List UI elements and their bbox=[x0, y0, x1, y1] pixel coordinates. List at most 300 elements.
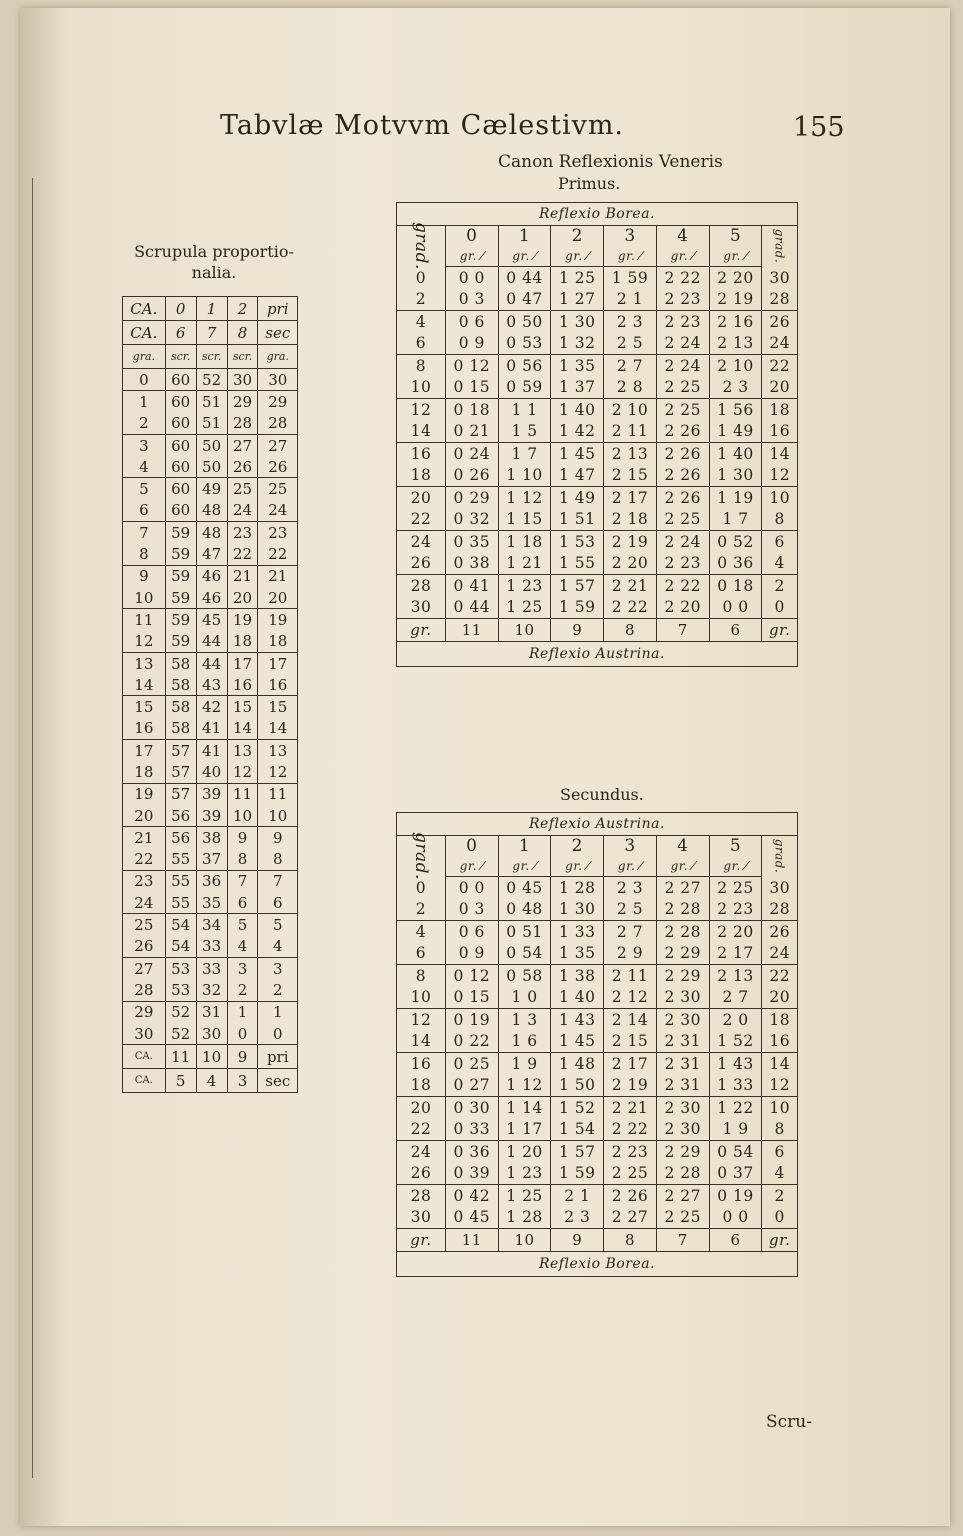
reflexio-value: 2 20 bbox=[656, 597, 709, 619]
scrupula-value: 36 bbox=[196, 870, 227, 892]
table-row bbox=[397, 899, 798, 921]
reflexio-value: 1 25 bbox=[498, 597, 551, 619]
scrupula-value: 25 bbox=[227, 478, 258, 500]
degree-right: 10 bbox=[762, 1097, 798, 1119]
sub-head: gr. ⁄ bbox=[498, 856, 551, 877]
degree-right: 8 bbox=[762, 509, 798, 531]
sub-head: gr. ⁄ bbox=[604, 856, 657, 877]
sub-head: gr. ⁄ bbox=[551, 246, 604, 267]
scrupula-degree: 11 bbox=[123, 609, 166, 631]
scrupula-value: 53 bbox=[165, 958, 196, 980]
reflexio-value: 2 27 bbox=[604, 1207, 657, 1229]
reflexio-value: 2 25 bbox=[656, 399, 709, 421]
reflexio-value: 2 11 bbox=[604, 965, 657, 987]
scrupula-value: 57 bbox=[165, 783, 196, 805]
reflexio-value: 2 3 bbox=[604, 311, 657, 333]
column-head: 2 bbox=[551, 836, 604, 857]
reflexio-value: 0 42 bbox=[445, 1185, 498, 1207]
reflexio-value: 1 59 bbox=[551, 597, 604, 619]
table-row bbox=[397, 509, 798, 531]
degree-left: 2 bbox=[415, 900, 427, 919]
reflexio-value: 2 23 bbox=[656, 289, 709, 311]
scrupula-value: 52 bbox=[196, 369, 227, 391]
reflexio-value: 1 30 bbox=[709, 465, 762, 487]
reflexio-value: 1 20 bbox=[498, 1141, 551, 1163]
reflexio-value: 1 1 bbox=[498, 399, 551, 421]
scrupula-header-cell: 1 bbox=[196, 297, 227, 321]
scrupula-value: 27 bbox=[227, 434, 258, 456]
sub-head: gr. ⁄ bbox=[498, 246, 551, 267]
reflexio-value: 2 13 bbox=[604, 443, 657, 465]
reflexio-table-primus bbox=[396, 202, 798, 667]
reflexio-value: 0 19 bbox=[709, 1185, 762, 1207]
degree-left: 10 bbox=[410, 378, 432, 397]
reflexio-value: 0 12 bbox=[445, 965, 498, 987]
reflexio-value: 1 28 bbox=[551, 877, 604, 899]
sub-head: gr. ⁄ bbox=[709, 856, 762, 877]
top-caption: Reflexio Austrina. bbox=[397, 813, 798, 836]
catchword: Scru- bbox=[766, 1412, 812, 1432]
scrupula-row bbox=[123, 761, 298, 783]
degree-right: 24 bbox=[762, 943, 798, 965]
column-head: 5 bbox=[709, 836, 762, 857]
reflexio-value: 0 29 bbox=[445, 487, 498, 509]
scrupula-footer-cell: 5 bbox=[165, 1069, 196, 1093]
degree-left: 4 bbox=[397, 311, 446, 333]
reflexio-value: 2 3 bbox=[551, 1207, 604, 1229]
degree-left: 28 bbox=[397, 575, 446, 597]
reflexio-value: 2 14 bbox=[604, 1009, 657, 1031]
scrupula-row bbox=[123, 456, 298, 478]
table-row bbox=[397, 333, 798, 355]
degree-left: 20 bbox=[397, 1097, 446, 1119]
degree-right: 8 bbox=[762, 1119, 798, 1141]
reflexio-value: 2 25 bbox=[656, 1207, 709, 1229]
scrupula-value: 60 bbox=[165, 456, 196, 478]
scrupula-value: 47 bbox=[196, 543, 227, 565]
scrupula-value: 59 bbox=[165, 522, 196, 544]
scrupula-footer-row bbox=[123, 1069, 298, 1093]
scrupula-row bbox=[123, 391, 298, 413]
reflexio-value: 2 24 bbox=[656, 531, 709, 553]
grad-label-right bbox=[762, 226, 798, 267]
reflexio-value: 1 33 bbox=[551, 921, 604, 943]
scrupula-value: 22 bbox=[227, 543, 258, 565]
reflexio-value: 0 0 bbox=[445, 877, 498, 899]
grad-label-text: grad. bbox=[772, 228, 787, 264]
table-row bbox=[397, 921, 798, 943]
scrupula-degree: 26 bbox=[123, 936, 166, 958]
reflexio-value: 2 29 bbox=[656, 1141, 709, 1163]
reflexio-value: 0 32 bbox=[445, 509, 498, 531]
scrupula-value: 20 bbox=[258, 587, 298, 609]
scrupula-row bbox=[123, 805, 298, 827]
reflexio-value: 1 49 bbox=[551, 487, 604, 509]
scrupula-degree: 25 bbox=[123, 914, 166, 936]
scrupula-row bbox=[123, 543, 298, 565]
scrupula-value: 10 bbox=[258, 805, 298, 827]
table-label-primus: Primus. bbox=[558, 174, 621, 193]
degree-right: 18 bbox=[762, 399, 798, 421]
reflexio-value: 2 17 bbox=[604, 1053, 657, 1075]
scrupula-row bbox=[123, 587, 298, 609]
table-row bbox=[397, 399, 798, 421]
table-row bbox=[397, 1097, 798, 1119]
grad-label-right bbox=[762, 836, 798, 877]
scrupula-value: 54 bbox=[165, 914, 196, 936]
reflexio-value: 2 30 bbox=[656, 1009, 709, 1031]
scrupula-value: 49 bbox=[196, 478, 227, 500]
reflexio-value: 1 7 bbox=[498, 443, 551, 465]
reflexio-value: 1 17 bbox=[498, 1119, 551, 1141]
scrupula-degree: 16 bbox=[123, 718, 166, 740]
reflexio-value: 1 40 bbox=[551, 399, 604, 421]
scrupula-row bbox=[123, 696, 298, 718]
table-row bbox=[397, 267, 798, 289]
reflexio-value: 2 24 bbox=[656, 355, 709, 377]
reflexio-value: 1 33 bbox=[709, 1075, 762, 1097]
scrupula-value: 45 bbox=[196, 609, 227, 631]
reflexio-value: 2 23 bbox=[604, 1141, 657, 1163]
reflexio-value: 2 17 bbox=[604, 487, 657, 509]
scrupula-value: 60 bbox=[165, 478, 196, 500]
reflexio-value: 2 25 bbox=[656, 509, 709, 531]
scrupula-value: 39 bbox=[196, 783, 227, 805]
degree-right: 12 bbox=[762, 465, 798, 487]
reflexio-value: 1 3 bbox=[498, 1009, 551, 1031]
scrupula-value: 30 bbox=[196, 1023, 227, 1045]
reflexio-value: 2 7 bbox=[604, 355, 657, 377]
scrupula-value: 54 bbox=[165, 936, 196, 958]
degree-left: 18 bbox=[410, 1076, 432, 1095]
reflexio-value: 0 15 bbox=[445, 987, 498, 1009]
degree-left: 26 bbox=[410, 554, 432, 573]
reflexio-value: 2 28 bbox=[656, 1163, 709, 1185]
column-head: 5 bbox=[709, 226, 762, 247]
reflexio-value: 2 7 bbox=[604, 921, 657, 943]
reflexio-value: 2 25 bbox=[656, 377, 709, 399]
column-head: 1 bbox=[498, 836, 551, 857]
table-row bbox=[397, 355, 798, 377]
degree-right: 2 bbox=[762, 1185, 798, 1207]
scrupula-value: 58 bbox=[165, 674, 196, 696]
scrupula-value: 57 bbox=[165, 740, 196, 762]
sub-head: gr. ⁄ bbox=[551, 856, 604, 877]
scrupula-degree: 27 bbox=[123, 958, 166, 980]
column-head-row bbox=[397, 836, 798, 857]
reflexio-value: 1 23 bbox=[498, 1163, 551, 1185]
table-row bbox=[397, 943, 798, 965]
scrupula-value: 23 bbox=[227, 522, 258, 544]
reflexio-value: 1 38 bbox=[551, 965, 604, 987]
scrupula-value: 2 bbox=[258, 979, 298, 1001]
reflexio-value: 2 0 bbox=[709, 1009, 762, 1031]
table-row bbox=[397, 1185, 798, 1207]
degree-right: 26 bbox=[762, 921, 798, 943]
table-row bbox=[397, 531, 798, 553]
bottom-head: 6 bbox=[709, 1229, 762, 1252]
reflexio-value: 1 18 bbox=[498, 531, 551, 553]
reflexio-value: 0 37 bbox=[709, 1163, 762, 1185]
table-row bbox=[397, 877, 798, 899]
degree-right: 22 bbox=[762, 965, 798, 987]
scrupula-value: 58 bbox=[165, 652, 196, 674]
degree-left: 12 bbox=[397, 399, 446, 421]
scrupula-row bbox=[123, 870, 298, 892]
scrupula-footer-cell: 10 bbox=[196, 1045, 227, 1069]
reflexio-value: 2 22 bbox=[604, 1119, 657, 1141]
scrupula-header-cell: 0 bbox=[165, 297, 196, 321]
table-row bbox=[397, 289, 798, 311]
table-row bbox=[397, 465, 798, 487]
scrupula-degree: 3 bbox=[123, 434, 166, 456]
sub-head-row bbox=[397, 856, 798, 877]
scrupula-header-cell: 6 bbox=[165, 321, 196, 345]
scrupula-header-cell: 8 bbox=[227, 321, 258, 345]
reflexio-value: 1 32 bbox=[551, 333, 604, 355]
bottom-head-row bbox=[397, 1229, 798, 1252]
degree-left: 14 bbox=[410, 1032, 432, 1051]
scrupula-value: 28 bbox=[258, 413, 298, 435]
degree-right: 28 bbox=[762, 899, 798, 921]
scrupula-degree: 4 bbox=[123, 456, 166, 478]
scrupula-degree: 2 bbox=[123, 413, 166, 435]
bottom-caption: Reflexio Austrina. bbox=[397, 642, 798, 667]
scrupula-value: 18 bbox=[258, 631, 298, 653]
reflexio-value: 0 6 bbox=[445, 921, 498, 943]
reflexio-value: 2 1 bbox=[604, 289, 657, 311]
reflexio-value: 1 10 bbox=[498, 465, 551, 487]
reflexio-value: 0 18 bbox=[445, 399, 498, 421]
reflexio-value: 0 0 bbox=[445, 267, 498, 289]
scrupula-degree: 6 bbox=[123, 500, 166, 522]
scrupula-degree: 12 bbox=[123, 631, 166, 653]
reflexio-value: 0 0 bbox=[709, 597, 762, 619]
reflexio-value: 1 6 bbox=[498, 1031, 551, 1053]
scrupula-row bbox=[123, 500, 298, 522]
adjacent-page-edge bbox=[20, 178, 33, 1478]
scrupula-degree: 9 bbox=[123, 565, 166, 587]
scrupula-value: 17 bbox=[258, 652, 298, 674]
canon-title: Canon Reflexionis Veneris bbox=[498, 152, 723, 172]
scrupula-value: 59 bbox=[165, 565, 196, 587]
reflexio-value: 2 26 bbox=[656, 443, 709, 465]
reflexio-value: 1 35 bbox=[551, 943, 604, 965]
reflexio-value: 1 12 bbox=[498, 487, 551, 509]
scrupula-value: 10 bbox=[227, 805, 258, 827]
column-head: 4 bbox=[656, 226, 709, 247]
reflexio-value: 2 25 bbox=[709, 877, 762, 899]
reflexio-value: 2 27 bbox=[656, 1185, 709, 1207]
top-caption: Reflexio Borea. bbox=[397, 203, 798, 226]
reflexio-value: 2 9 bbox=[604, 943, 657, 965]
table-bottom-caption-row bbox=[397, 642, 798, 667]
reflexio-value: 1 23 bbox=[498, 575, 551, 597]
scrupula-value: 51 bbox=[196, 391, 227, 413]
table-row bbox=[397, 965, 798, 987]
reflexio-value: 2 26 bbox=[656, 421, 709, 443]
degree-left: 8 bbox=[397, 355, 446, 377]
reflexio-value: 2 23 bbox=[656, 311, 709, 333]
reflexio-value: 0 59 bbox=[498, 377, 551, 399]
reflexio-value: 1 54 bbox=[551, 1119, 604, 1141]
reflexio-value: 2 26 bbox=[656, 487, 709, 509]
scrupula-value: 18 bbox=[227, 631, 258, 653]
scrupula-value: 60 bbox=[165, 413, 196, 435]
scrupula-value: 55 bbox=[165, 849, 196, 871]
scrupula-degree: 0 bbox=[123, 369, 166, 391]
reflexio-value: 1 21 bbox=[498, 553, 551, 575]
reflexio-value: 2 28 bbox=[656, 899, 709, 921]
scrupula-header-cell: scr. bbox=[165, 345, 196, 369]
scrupula-value: 4 bbox=[258, 936, 298, 958]
reflexio-value: 2 15 bbox=[604, 1031, 657, 1053]
reflexio-value: 0 52 bbox=[709, 531, 762, 553]
reflexio-value: 2 15 bbox=[604, 465, 657, 487]
scrupula-value: 16 bbox=[258, 674, 298, 696]
scrupula-footer-row bbox=[123, 1045, 298, 1069]
scrupula-row bbox=[123, 783, 298, 805]
scrupula-value: 0 bbox=[227, 1023, 258, 1045]
scrupula-value: 33 bbox=[196, 936, 227, 958]
scrupula-value: 35 bbox=[196, 892, 227, 914]
scrupula-value: 60 bbox=[165, 369, 196, 391]
scrupula-value: 46 bbox=[196, 587, 227, 609]
scrupula-row bbox=[123, 1001, 298, 1023]
reflexio-value: 0 22 bbox=[445, 1031, 498, 1053]
scrupula-value: 4 bbox=[227, 936, 258, 958]
scrupula-degree: 1 bbox=[123, 391, 166, 413]
scrupula-row bbox=[123, 849, 298, 871]
reflexio-value: 1 30 bbox=[551, 899, 604, 921]
scrupula-value: 60 bbox=[165, 391, 196, 413]
reflexio-value: 2 18 bbox=[604, 509, 657, 531]
scrupula-row bbox=[123, 565, 298, 587]
scrupula-footer-cell: CA. bbox=[123, 1045, 166, 1069]
scrupula-value: 14 bbox=[227, 718, 258, 740]
scrupula-value: 59 bbox=[165, 631, 196, 653]
scrupula-header-cell: pri bbox=[258, 297, 298, 321]
table-row bbox=[397, 597, 798, 619]
grad-label-text: grad. bbox=[410, 832, 431, 881]
scrupula-value: 6 bbox=[227, 892, 258, 914]
reflexio-value: 0 54 bbox=[498, 943, 551, 965]
degree-right: 20 bbox=[762, 377, 798, 399]
scrupula-value: 51 bbox=[196, 413, 227, 435]
sub-head: gr. ⁄ bbox=[445, 856, 498, 877]
scrupula-value: 13 bbox=[258, 740, 298, 762]
reflexio-value: 1 42 bbox=[551, 421, 604, 443]
reflexio-value: 1 57 bbox=[551, 575, 604, 597]
reflexio-value: 0 27 bbox=[445, 1075, 498, 1097]
degree-right: 14 bbox=[762, 443, 798, 465]
reflexio-value: 2 22 bbox=[656, 267, 709, 289]
scrupula-footer-cell: CA. bbox=[123, 1069, 166, 1093]
scrupula-footer-cell: 11 bbox=[165, 1045, 196, 1069]
scrupula-row bbox=[123, 609, 298, 631]
reflexio-value: 0 25 bbox=[445, 1053, 498, 1075]
scrupula-value: 58 bbox=[165, 718, 196, 740]
reflexio-value: 0 45 bbox=[498, 877, 551, 899]
scrupula-value: 29 bbox=[227, 391, 258, 413]
scrupula-row bbox=[123, 652, 298, 674]
scrupula-header-cell: sec bbox=[258, 321, 298, 345]
scrupula-value: 41 bbox=[196, 718, 227, 740]
reflexio-value: 0 44 bbox=[445, 597, 498, 619]
grad-label-text: grad. bbox=[410, 222, 431, 271]
degree-left: 18 bbox=[410, 466, 432, 485]
degree-left: 16 bbox=[397, 443, 446, 465]
scrupula-degree: 28 bbox=[123, 979, 166, 1001]
bottom-head: gr. bbox=[762, 1229, 798, 1252]
bottom-head: 10 bbox=[498, 619, 551, 642]
reflexio-value: 2 30 bbox=[656, 987, 709, 1009]
scrupula-degree: 22 bbox=[123, 849, 166, 871]
scrupula-degree: 23 bbox=[123, 870, 166, 892]
degree-left: 0 bbox=[415, 878, 427, 897]
reflexio-value: 0 58 bbox=[498, 965, 551, 987]
scrupula-value: 56 bbox=[165, 805, 196, 827]
degree-right: 28 bbox=[762, 289, 798, 311]
degree-right: 6 bbox=[762, 1141, 798, 1163]
scrupula-value: 8 bbox=[227, 849, 258, 871]
scrupula-header-cell: gra. bbox=[123, 345, 166, 369]
reflexio-value: 0 35 bbox=[445, 531, 498, 553]
table-row bbox=[397, 1163, 798, 1185]
degree-left: 20 bbox=[397, 487, 446, 509]
scrupula-value: 5 bbox=[227, 914, 258, 936]
reflexio-value: 1 0 bbox=[498, 987, 551, 1009]
degree-right: 4 bbox=[762, 1163, 798, 1185]
reflexio-value: 2 22 bbox=[604, 597, 657, 619]
column-head: 4 bbox=[656, 836, 709, 857]
scrupula-value: 59 bbox=[165, 587, 196, 609]
reflexio-value: 1 53 bbox=[551, 531, 604, 553]
reflexio-value: 2 26 bbox=[604, 1185, 657, 1207]
scrupula-footer-cell: pri bbox=[258, 1045, 298, 1069]
scrupula-value: 52 bbox=[165, 1001, 196, 1023]
scrupula-footer-cell: 9 bbox=[227, 1045, 258, 1069]
scrupula-header-cell: gra. bbox=[258, 345, 298, 369]
scrupula-value: 14 bbox=[258, 718, 298, 740]
reflexio-value: 1 5 bbox=[498, 421, 551, 443]
reflexio-value: 2 10 bbox=[604, 399, 657, 421]
degree-left: 12 bbox=[397, 1009, 446, 1031]
bottom-head: 8 bbox=[604, 1229, 657, 1252]
reflexio-value: 2 24 bbox=[656, 333, 709, 355]
degree-right: 26 bbox=[762, 311, 798, 333]
reflexio-value: 1 12 bbox=[498, 1075, 551, 1097]
scrupula-value: 7 bbox=[258, 870, 298, 892]
scrupula-header-row bbox=[123, 321, 298, 345]
reflexio-value: 2 21 bbox=[604, 575, 657, 597]
scrupula-value: 60 bbox=[165, 500, 196, 522]
scrupula-value: 59 bbox=[165, 543, 196, 565]
bottom-head: 7 bbox=[656, 1229, 709, 1252]
scrupula-value: 12 bbox=[227, 761, 258, 783]
table-row bbox=[397, 1207, 798, 1229]
scrupula-value: 24 bbox=[258, 500, 298, 522]
scrupula-value: 50 bbox=[196, 434, 227, 456]
reflexio-value: 0 48 bbox=[498, 899, 551, 921]
reflexio-value: 0 9 bbox=[445, 943, 498, 965]
degree-left: 24 bbox=[397, 531, 446, 553]
scrupula-value: 60 bbox=[165, 434, 196, 456]
reflexio-value: 0 36 bbox=[445, 1141, 498, 1163]
scrupula-value: 16 bbox=[227, 674, 258, 696]
reflexio-value: 2 31 bbox=[656, 1053, 709, 1075]
reflexio-value: 2 5 bbox=[604, 899, 657, 921]
